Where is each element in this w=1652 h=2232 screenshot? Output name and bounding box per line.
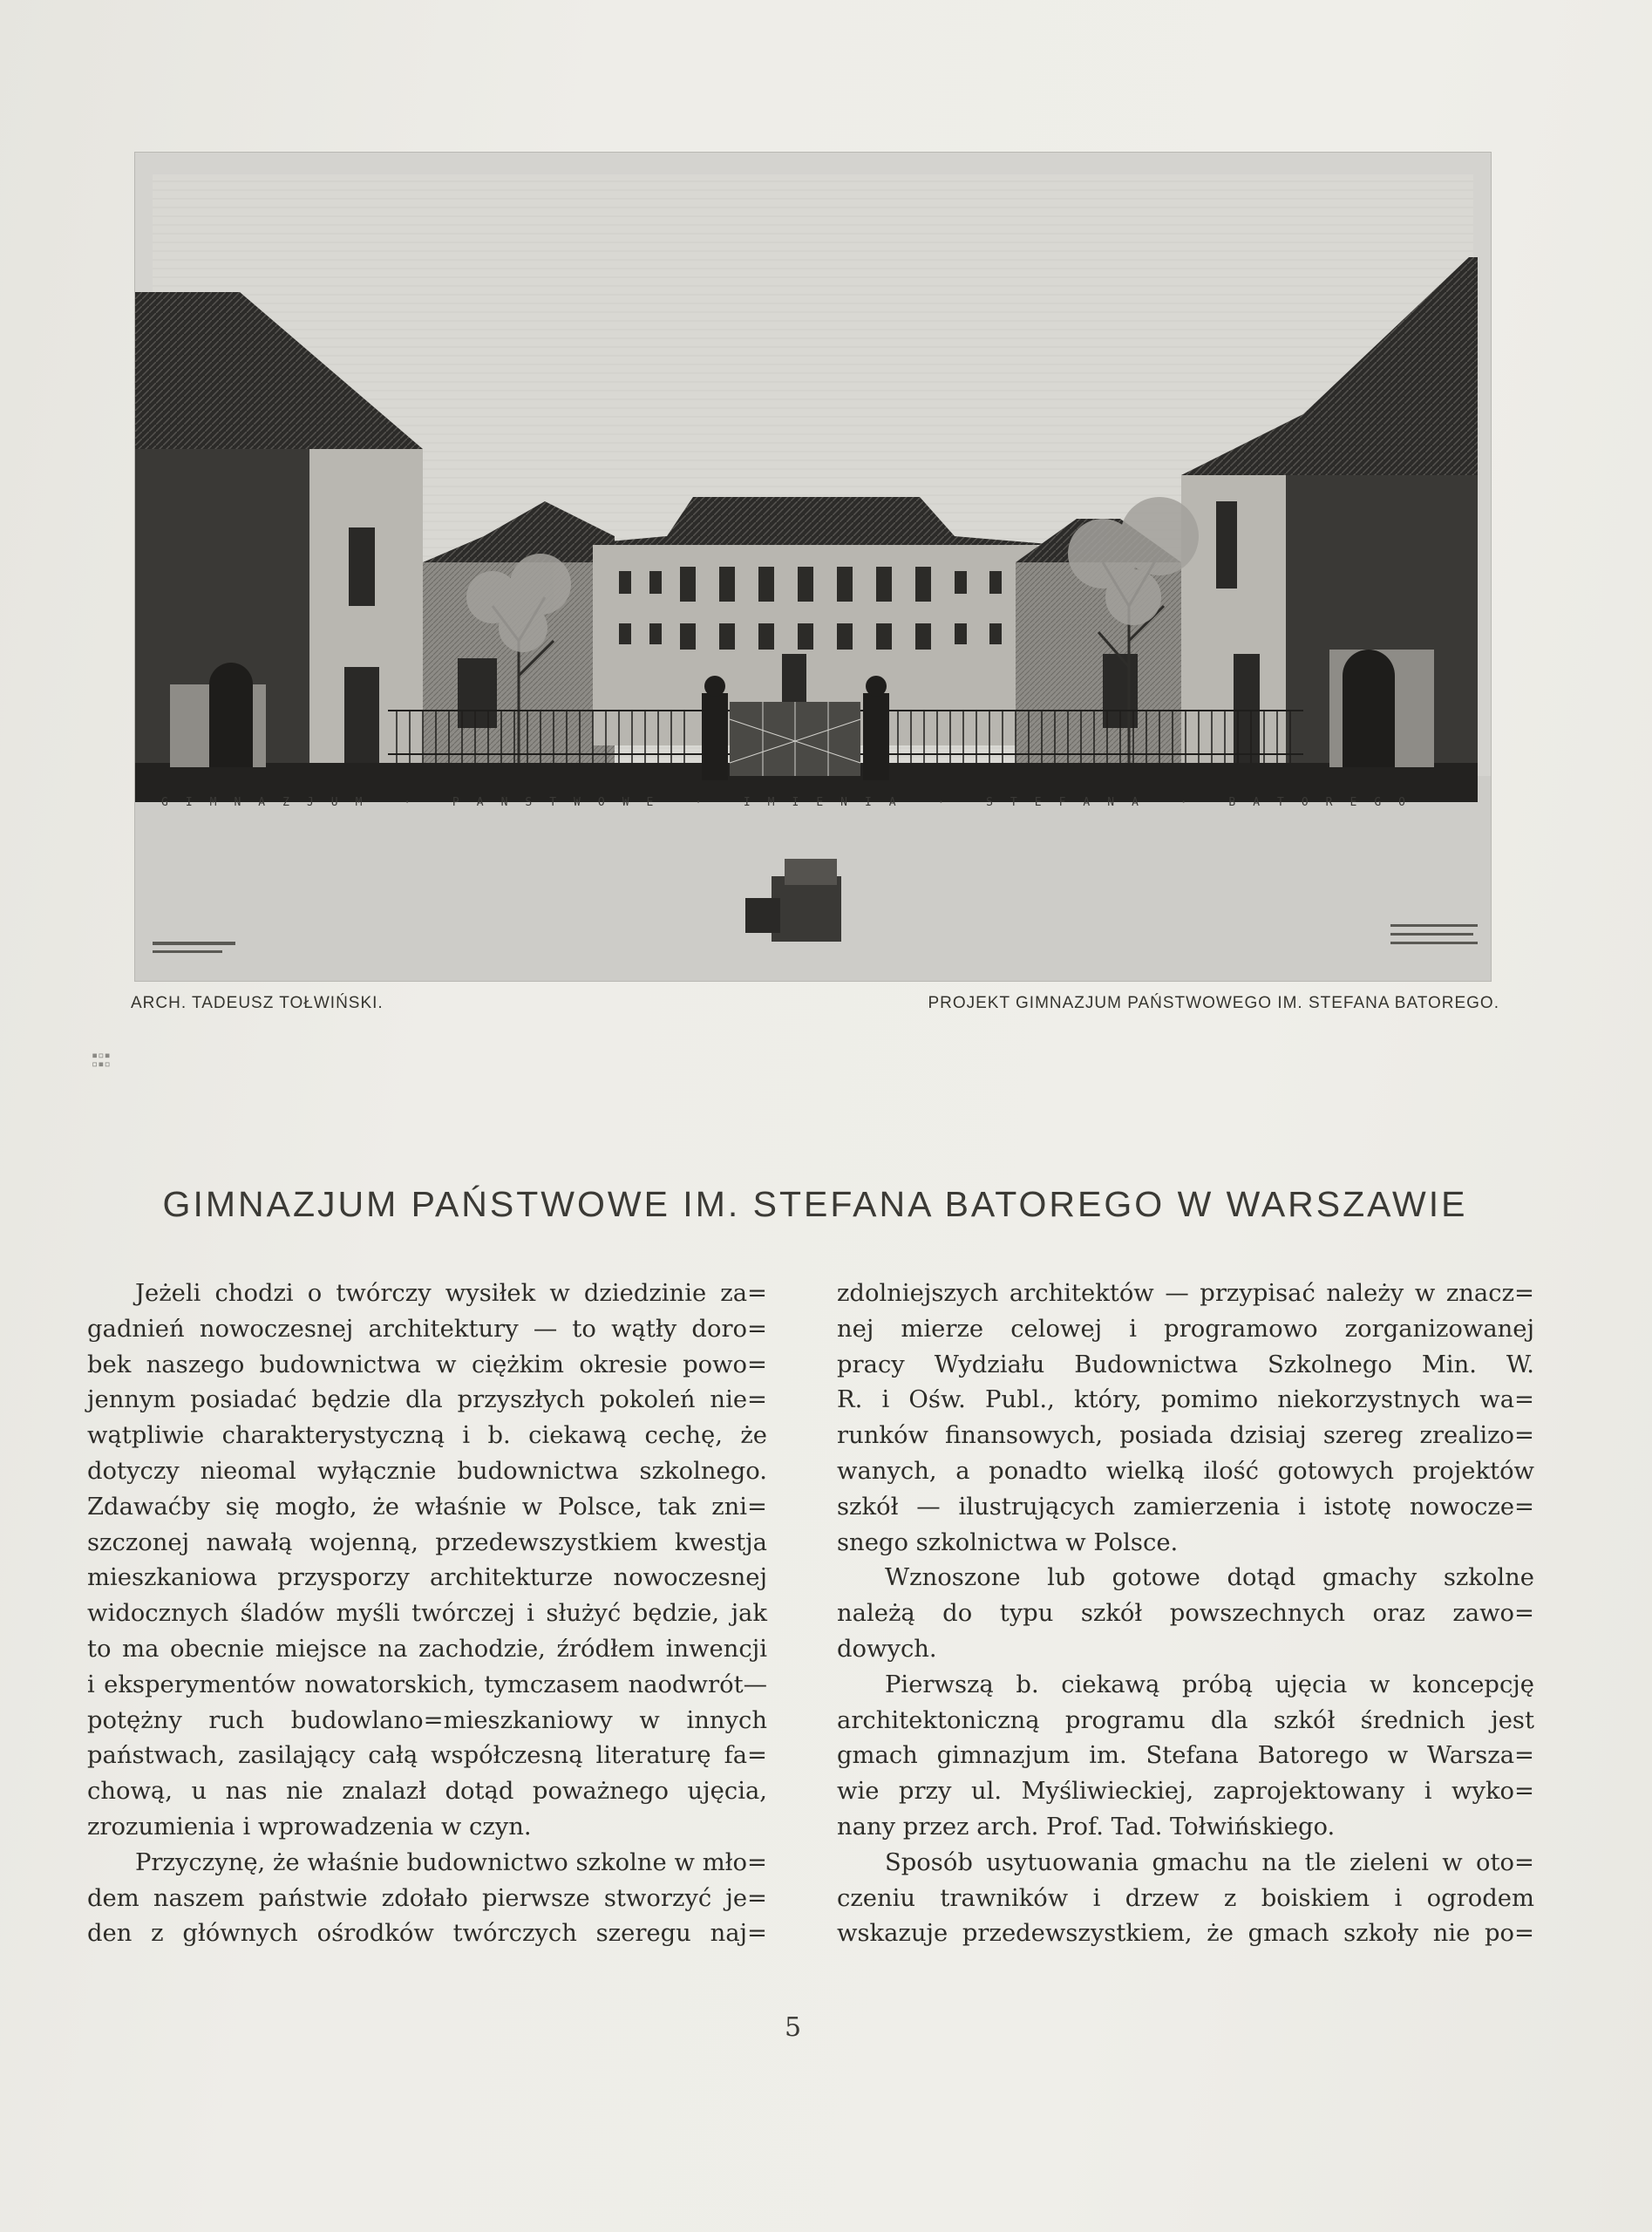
text-line: państwach, zasilający całą współczesną literaturę fa= bbox=[87, 1742, 767, 1770]
plate-inscription: GIMNAZJUM · PAŃSTWOWE · IMIENIA · STEFANA · BATOREGO bbox=[161, 796, 1423, 809]
text-line: jennym posiadać będzie dla przyszłych pokoleń nie= bbox=[87, 1386, 767, 1414]
text-line: architektoniczną programu dla szkół średnich jest bbox=[837, 1706, 1534, 1734]
paragraph bbox=[837, 1668, 1534, 1846]
paragraph bbox=[87, 1846, 767, 1952]
text-line: Zdawaćby się mogło, że właśnie w Polsce, tak zni= bbox=[87, 1493, 767, 1521]
paragraph bbox=[837, 1561, 1534, 1667]
text-line: wie przy ul. Myśliwieckiej, zaprojektowany i wyko= bbox=[837, 1778, 1534, 1806]
text-line: czeniu trawników i drzew z boiskiem i ogrodem bbox=[837, 1884, 1534, 1912]
paragraph bbox=[87, 1276, 767, 1846]
architectural-drawing bbox=[135, 153, 1491, 981]
text-line: pracy Wydziału Budownictwa Szkolnego Min. W. bbox=[837, 1351, 1534, 1378]
text-line: i eksperymentów nowatorskich, tymczasem naodwrót— bbox=[87, 1671, 767, 1698]
text-line: den z głównych ośrodków twórczych szeregu naj= bbox=[87, 1920, 767, 1948]
text-line: gadnień nowoczesnej architektury — to wątły doro= bbox=[87, 1315, 767, 1343]
text-line: szkół — ilustrujących zamierzenia i istotę nowocze= bbox=[837, 1493, 1534, 1521]
text-line: Pierwszą b. ciekawą próbą ujęcia w koncepcję bbox=[885, 1671, 1534, 1698]
school-elevation-illustration bbox=[135, 153, 1491, 981]
text-line: zdolniejszych architektów — przypisać należy w znacz= bbox=[837, 1280, 1534, 1307]
figure-caption-title: PROJEKT GIMNAZJUM PAŃSTWOWEGO IM. STEFANA BATOREGO. bbox=[928, 994, 1499, 1012]
text-line: chową, u nas nie znalazł dotąd poważnego ujęcia, bbox=[87, 1778, 767, 1806]
article-title: GIMNAZJUM PAŃSTWOWE IM. STEFANA BATOREGO W WARSZAWIE bbox=[162, 1184, 1468, 1224]
right-text-column bbox=[837, 1276, 1534, 1952]
text-line: nany przez arch. Prof. Tad. Tołwińskiego. bbox=[837, 1813, 1336, 1841]
text-line: Wznoszone lub gotowe dotąd gmachy szkolne bbox=[885, 1564, 1534, 1592]
page-number: 5 bbox=[785, 2012, 802, 2043]
text-line: dem naszem państwie zdołało pierwsze stworzyć je= bbox=[87, 1884, 767, 1912]
text-line: zrozumienia i wprowadzenia w czyn. bbox=[87, 1813, 532, 1841]
text-line: dowych. bbox=[837, 1635, 937, 1663]
text-line: wanych, a ponadto wielką ilość gotowych projektów bbox=[837, 1457, 1534, 1485]
text-line: to ma obecnie miejsce na zachodzie, źródłem inwencji bbox=[87, 1635, 767, 1663]
text-line: runków finansowych, posiada dzisiaj szereg zrealizo= bbox=[837, 1422, 1534, 1450]
figure-caption-architect: ARCH. TADEUSZ TOŁWIŃSKI. bbox=[131, 994, 384, 1012]
text-line: należą do typu szkół powszechnych oraz zawo= bbox=[837, 1600, 1534, 1628]
library-stamp-mark: ▪▫▪ ▫▪▫ bbox=[92, 1049, 111, 1070]
paragraph bbox=[837, 1276, 1534, 1561]
paragraph bbox=[837, 1846, 1534, 1952]
text-line: widocznych śladów myśli twórczej i służyć będzie, jak bbox=[87, 1600, 767, 1628]
text-line: Przyczynę, że właśnie budownictwo szkolne w mło= bbox=[135, 1848, 767, 1876]
text-line: Jeżeli chodzi o twórczy wysiłek w dziedzinie za= bbox=[135, 1280, 767, 1307]
text-line: gmach gimnazjum im. Stefana Batorego w Warsza= bbox=[837, 1742, 1534, 1770]
text-line: szczonej nawałą wojenną, przedewszystkiem kwestja bbox=[87, 1528, 767, 1556]
text-line: dotyczy nieomal wyłącznie budownictwa szkolnego. bbox=[87, 1457, 767, 1485]
text-line: R. i Ośw. Publ., który, pomimo niekorzystnych wa= bbox=[837, 1386, 1534, 1414]
text-line: bek naszego budownictwa w ciężkim okresie powo= bbox=[87, 1351, 767, 1378]
left-text-column bbox=[87, 1276, 767, 1952]
text-line: wątpliwie charakterystyczną i b. ciekawą cechę, że bbox=[87, 1422, 767, 1450]
text-line: potężny ruch budowlano=mieszkaniowy w innych bbox=[87, 1706, 767, 1734]
text-line: snego szkolnictwa w Polsce. bbox=[837, 1528, 1179, 1556]
text-line: mieszkaniowa przysporzy architekturze nowoczesnej bbox=[87, 1564, 767, 1592]
text-line: wskazuje przedewszystkiem, że gmach szkoły nie po= bbox=[837, 1920, 1534, 1948]
text-line: Sposób usytuowania gmachu na tle zieleni w oto= bbox=[885, 1848, 1534, 1876]
text-line: nej mierze celowej i programowo zorganizowanej bbox=[837, 1315, 1534, 1343]
